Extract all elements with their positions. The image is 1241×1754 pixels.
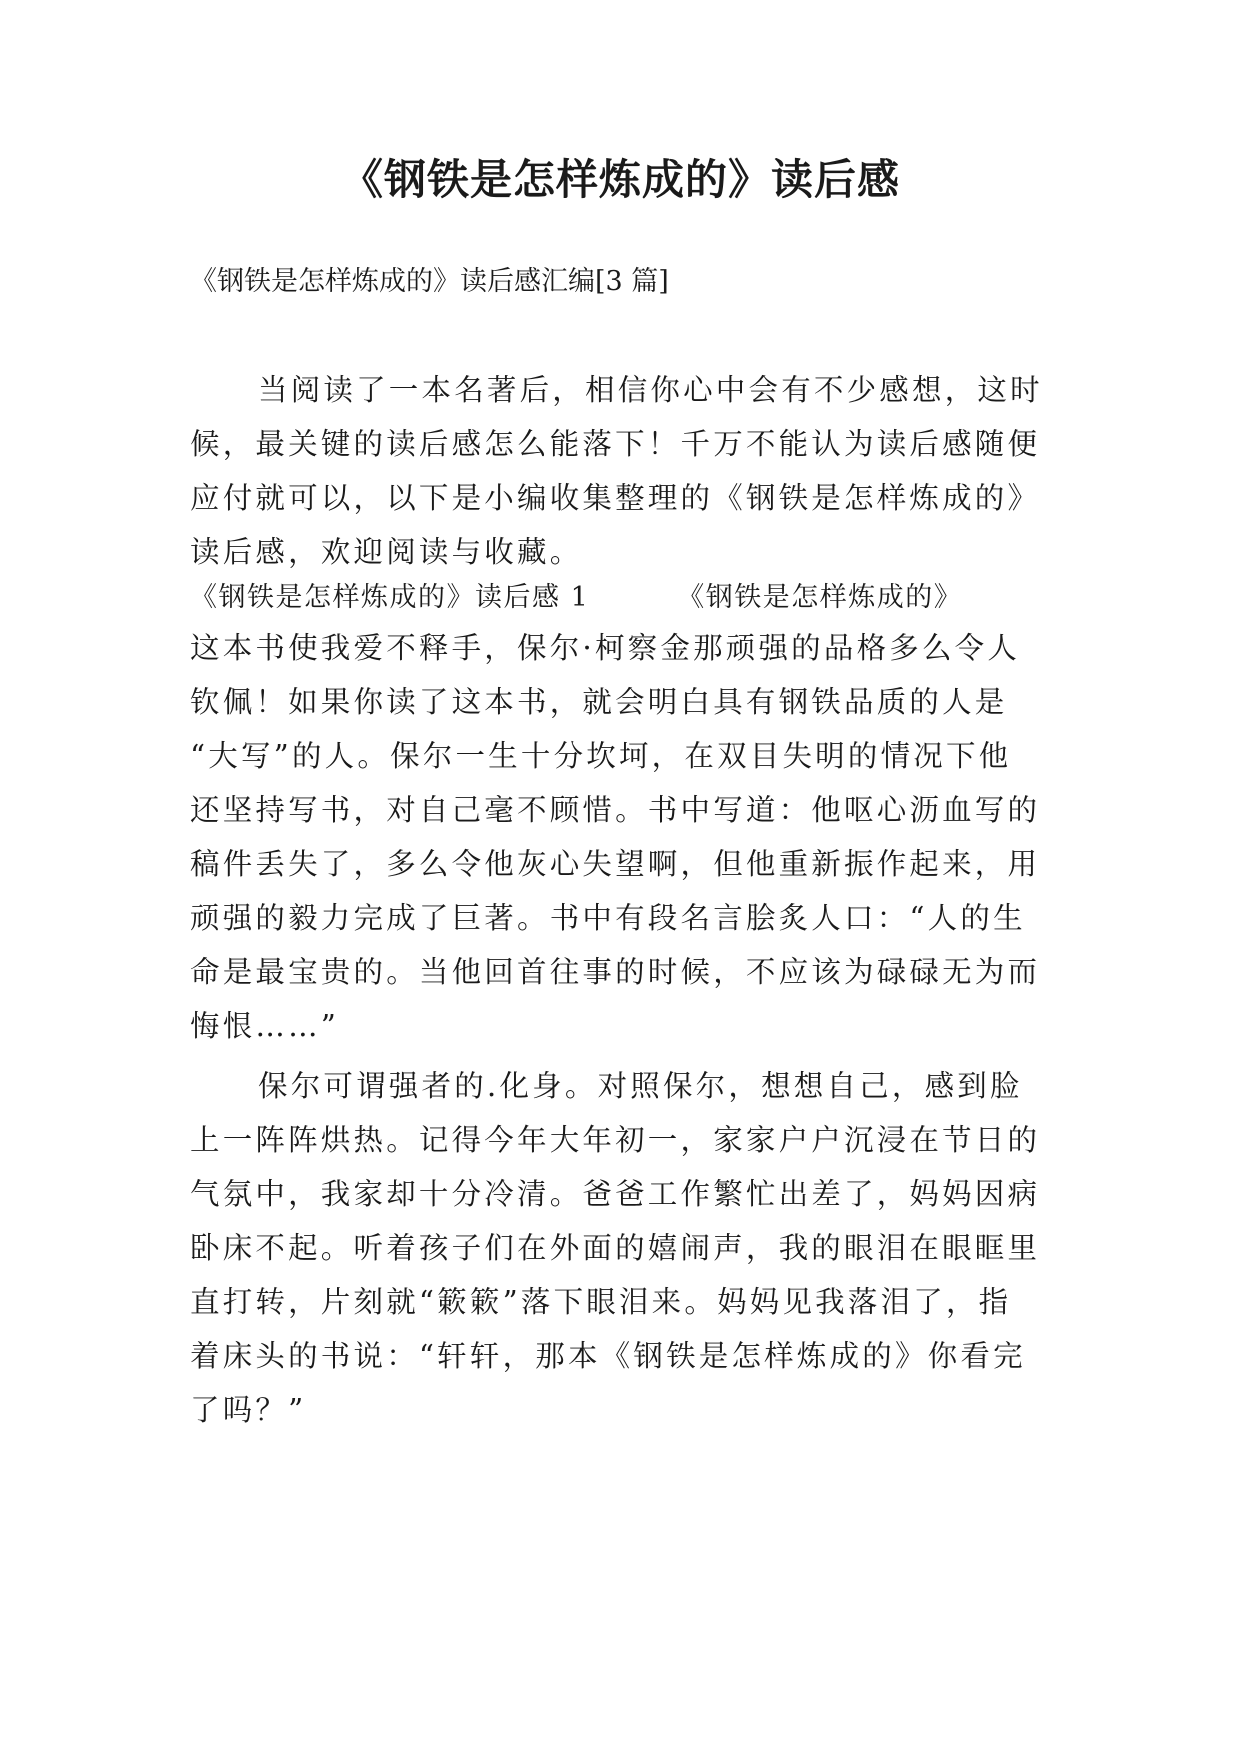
paragraph-line: 顽强的毅力完成了巨著。书中有段名言脍炙人口：“人的生 <box>190 901 1026 935</box>
paragraph-line: 悔恨……” <box>190 1009 340 1043</box>
paragraph-line: 直打转，片刻就“簌簌”落下眼泪来。妈妈见我落泪了，指 <box>190 1285 1012 1319</box>
paragraph-line: 稿件丢失了，多么令他灰心失望啊，但他重新振作起来，用 <box>190 847 1041 881</box>
paragraph-line: 保尔可谓强者的.化身。对照保尔，想想自己，感到脸 <box>258 1069 1023 1103</box>
paragraph-line: 命是最宝贵的。当他回首往事的时候，不应该为碌碌无为而 <box>190 955 1041 989</box>
document-title: 《钢铁是怎样炼成的》读后感 <box>340 155 900 204</box>
paragraph-line: 这本书使我爱不释手，保尔·柯察金那顽强的品格多么令人 <box>190 631 1021 665</box>
intro-line: 候，最关键的读后感怎么能落下！千万不能认为读后感随便 <box>190 427 1041 461</box>
paragraph-line: 还坚持写书，对自己毫不顾惜。书中写道：他呕心沥血写的 <box>190 793 1041 827</box>
paragraph-line: 了吗？” <box>190 1393 307 1427</box>
paragraph-line: 钦佩！如果你读了这本书，就会明白具有钢铁品质的人是 <box>190 685 1008 719</box>
intro-line: 当阅读了一本名著后，相信你心中会有不少感想，这时 <box>258 373 1043 407</box>
section-heading: 《钢铁是怎样炼成的》读后感 1 <box>190 582 590 613</box>
intro-line: 读后感，欢迎阅读与收藏。 <box>190 535 583 569</box>
section-first-line-tail: 《钢铁是怎样炼成的》 <box>677 582 963 613</box>
paragraph-line: 气氛中，我家却十分冷清。爸爸工作繁忙出差了，妈妈因病 <box>190 1177 1041 1211</box>
paragraph-line: 卧床不起。听着孩子们在外面的嬉闹声，我的眼泪在眼眶里 <box>190 1231 1041 1265</box>
paragraph-line: “大写”的人。保尔一生十分坎坷，在双目失明的情况下他 <box>190 739 1012 773</box>
paragraph-line: 着床头的书说：“轩轩，那本《钢铁是怎样炼成的》你看完 <box>190 1339 1026 1373</box>
paragraph-line: 上一阵阵烘热。记得今年大年初一，家家户户沉浸在节日的 <box>190 1123 1041 1157</box>
document-subtitle: 《钢铁是怎样炼成的》读后感汇编[3 篇] <box>190 266 669 297</box>
intro-line: 应付就可以，以下是小编收集整理的《钢铁是怎样炼成的》 <box>190 481 1041 515</box>
section-heading-line <box>190 578 962 618</box>
